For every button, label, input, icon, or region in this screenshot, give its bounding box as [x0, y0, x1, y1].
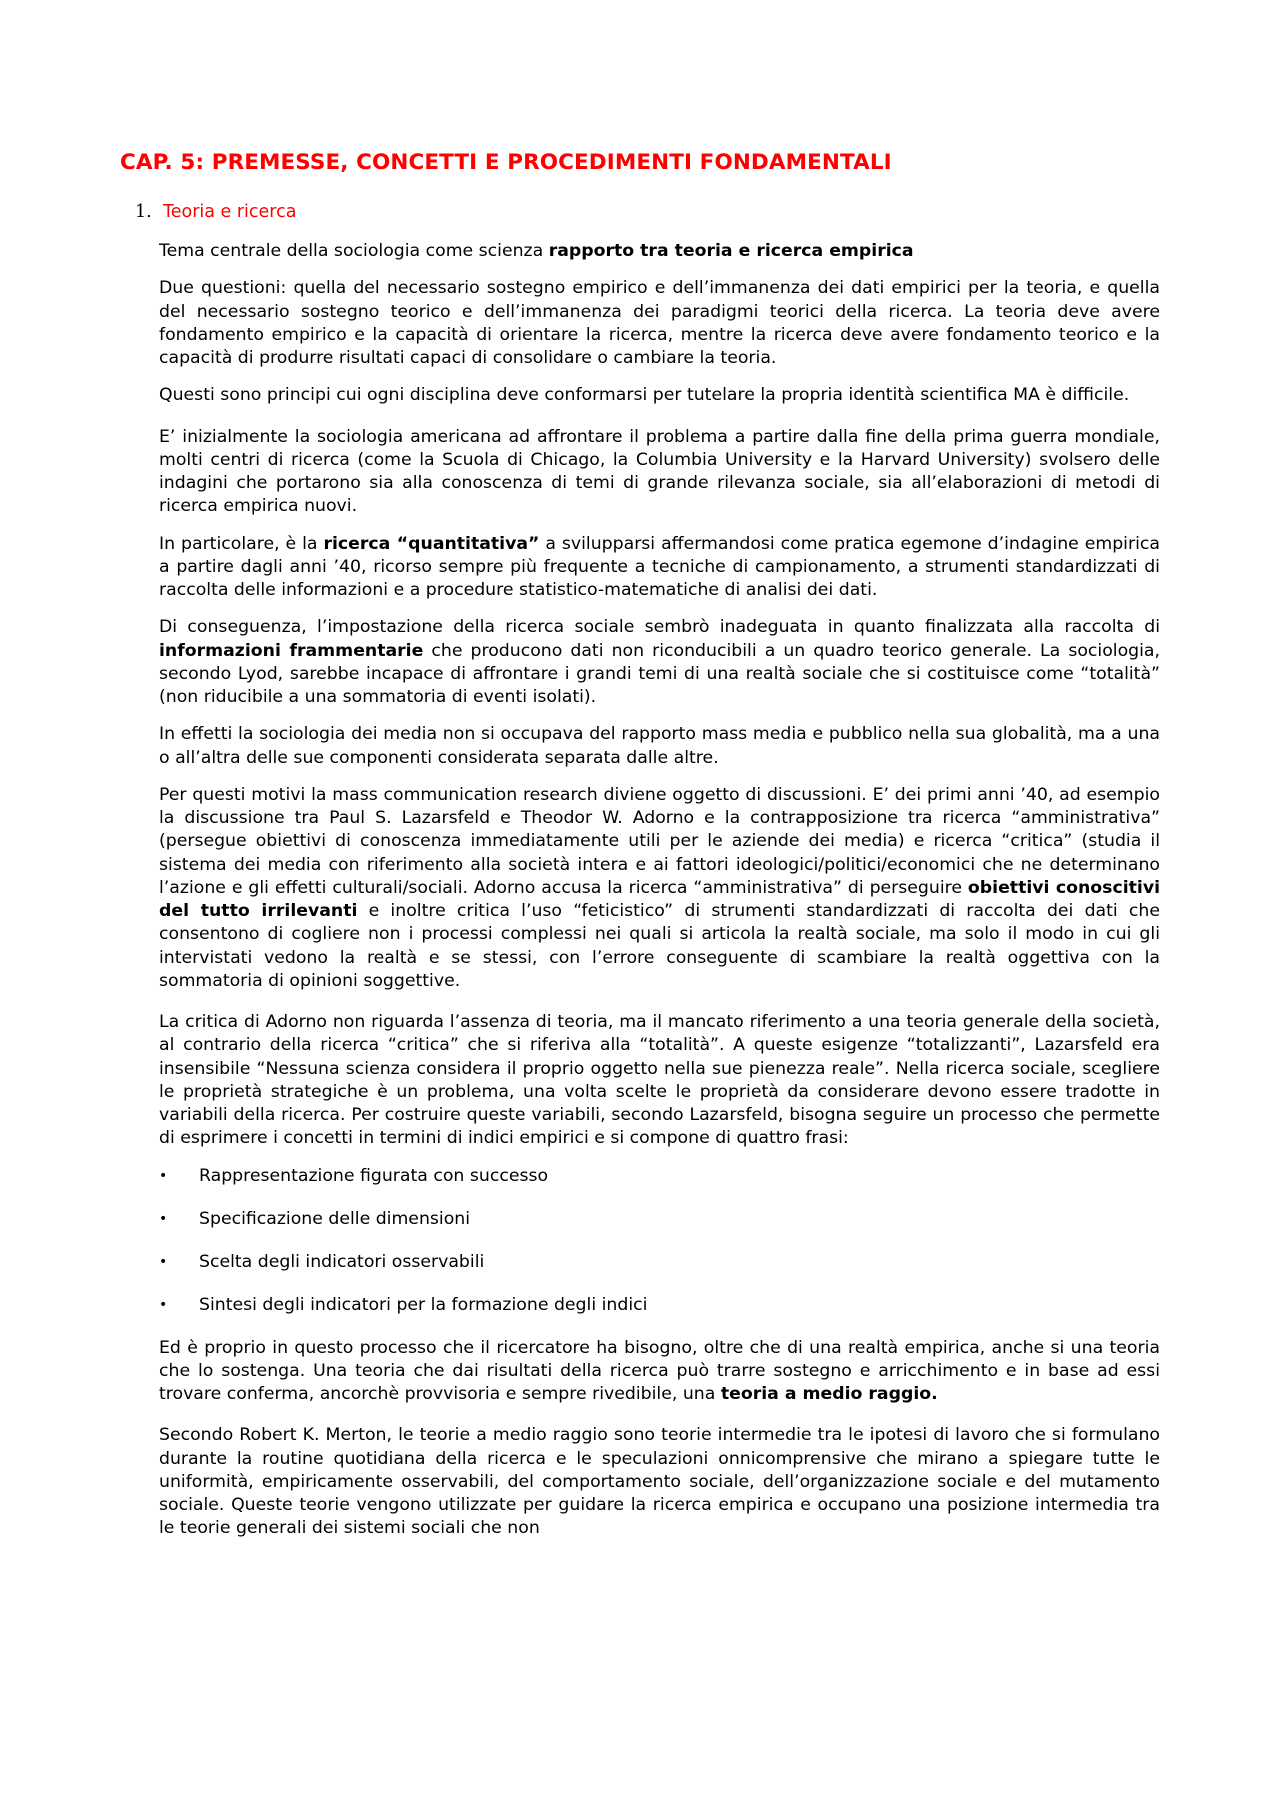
- paragraph: Ed è proprio in questo processo che il ricercatore ha bisogno, oltre che di una realtà empirica, anche si una teoria che lo sostenga. Una teoria che dai risultati della ricerca può trarre sostegno e arricchimento e in base ad essi trovare conferma, ancorchè provvisoria e sempre rivedibile, una teoria a medio raggio.: [159, 1337, 1160, 1404]
- bullet-icon: •: [159, 1253, 168, 1270]
- paragraph: In effetti la sociologia dei media non si occupava del rapporto mass media e pubblico nella sua globalità, ma a una o all’altra delle sue componenti considerata separata dalle altre.: [159, 724, 1160, 768]
- list-item: • Scelta degli indicatori osservabili: [159, 1251, 485, 1272]
- paragraph: Questi sono principi cui ogni disciplina deve conformarsi per tutelare la propria identità scientifica MA è difficile.: [159, 385, 1130, 406]
- list-item: • Specificazione delle dimensioni: [159, 1208, 471, 1229]
- chapter-title: CAP. 5: PREMESSE, CONCETTI E PROCEDIMENTI FONDAMENTALI: [120, 150, 892, 175]
- section-heading: [135, 202, 297, 222]
- list-item: • Rappresentazione figurata con successo: [159, 1165, 549, 1186]
- list-item: • Sintesi degli indicatori per la formazione degli indici: [159, 1294, 648, 1315]
- section-number: 1.: [135, 202, 152, 222]
- paragraph: La critica di Adorno non riguarda l’assenza di teoria, ma il mancato riferimento a una teoria generale della società, al contrario della ricerca “critica” che si riferiva alla “totalità”. A queste esigenze “totalizzanti”, Lazarsfeld era insensibile “Nessuna scienza considera il proprio oggetto nella sue pienezza reale”. Nella ricerca sociale, scegliere le proprietà strategiche è un problema, una volta scelte le proprietà da considerare devono essere tradotte in variabili della ricerca. Per costruire queste variabili, secondo Lazarsfeld, bisogna seguire un processo che permette di esprimere i concetti in termini di indici empirici e si compone di quattro frasi:: [159, 1012, 1160, 1149]
- paragraph: Tema centrale della sociologia come scienza rapporto tra teoria e ricerca empirica: [159, 241, 914, 261]
- document-body: [159, 240, 1160, 1555]
- paragraph: Di conseguenza, l’impostazione della ricerca sociale sembrò inadeguata in quanto finalizzata alla raccolta di informazioni frammentarie che producono dati non riconducibili a un quadro teorico generale. La sociologia, secondo Lyod, sarebbe incapace di affrontare i grandi temi di una realtà sociale che si costituisce come “totalità” (non riducibile a una sommatoria di eventi isolati).: [159, 617, 1161, 707]
- bullet-icon: •: [159, 1210, 168, 1227]
- paragraph: E’ inizialmente la sociologia americana ad affrontare il problema a partire dalla fine della prima guerra mondiale, molti centri di ricerca (come la Scuola di Chicago, la Columbia University e la Harvard University) svolsero delle indagini che portarono sia alla conoscenza di temi di grande rilevanza sociale, sia all’elaborazioni di metodi di ricerca empirica nuovi.: [159, 426, 1160, 517]
- paragraph: Secondo Robert K. Merton, le teorie a medio raggio sono teorie intermedie tra le ipotesi di lavoro che si formulano durante la routine quotidiana della ricerca e le speculazioni onnicomprensive che mirano a spiegare tutte le uniformità, empiricamente osservabili, del comportamento sociale, dell’organizzazione sociale e del mutamento sociale. Queste teorie vengono utilizzate per guidare la ricerca empirica e occupano una posizione intermedia tra le teorie generali dei sistemi sociali che non: [159, 1425, 1160, 1539]
- bullet-list: [159, 1165, 1160, 1317]
- paragraph: Per questi motivi la mass communication research diviene oggetto di discussioni. E’ dei primi anni ’40, ad esempio la discussione tra Paul S. Lazarsfeld e Theodor W. Adorno e la contrapposizione tra ricerca “amministrativa” (persegue obiettivi di conoscenza immediatamente utili per le aziende dei media) e ricerca “critica” (studia il sistema dei media con riferimento alla società intera e ai fattori ideologici/politici/economici che ne determinano l’azione e gli effetti culturali/sociali. Adorno accusa la ricerca “amministrativa” di perseguire obiettivi conoscitivi del tutto irrilevanti e inoltre critica l’uso “feticistico” di strumenti standardizzati di raccolta dei dati che consentono di cogliere non i processi complessi nei quali si articola la realtà sociale, ma solo il modo in cui gli intervistati vedono la realtà e se stessi, con l’errore conseguente di scambiare la realtà oggettiva con la sommatoria di opinioni soggettive.: [159, 784, 1161, 991]
- bullet-icon: •: [159, 1167, 168, 1184]
- section-label: Teoria e ricerca: [163, 202, 297, 222]
- paragraph: Due questioni: quella del necessario sostegno empirico e dell’immanenza dei dati empirici per la teoria, e quella del necessario sostegno teorico e dell’immanenza dei paradigmi teorici della ricerca. La teoria deve avere fondamento empirico e la capacità di orientare la ricerca, mentre la ricerca deve avere fondamento teorico e la capacità di produrre risultati capaci di consolidare o cambiare la teoria.: [159, 278, 1160, 368]
- paragraph: In particolare, è la ricerca “quantitativa” a svilupparsi affermandosi come pratica egemone d’indagine empirica a partire dagli anni ’40, ricorso sempre più frequente a tecniche di campionamento, a strumenti standardizzati di raccolta delle informazioni e a procedure statistico-matematiche di analisi dei dati.: [159, 533, 1160, 600]
- bullet-icon: •: [159, 1296, 168, 1313]
